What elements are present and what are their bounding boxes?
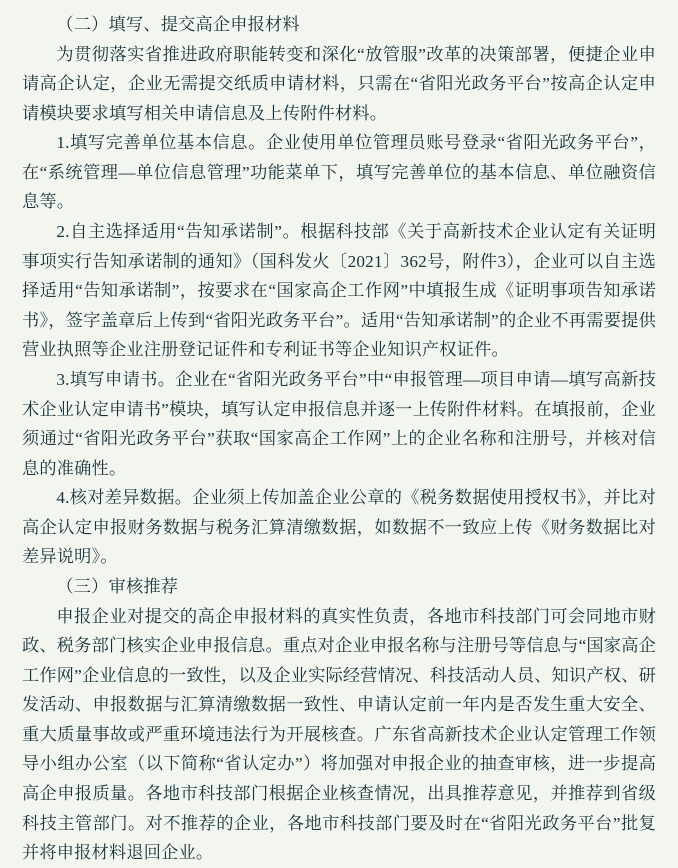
paragraph-review: 申报企业对提交的高企申报材料的真实性负责，各地市科技部门可会同地市财政、税务部门核实企业申报信息。重点对企业申报名称与注册号等信息与“国家高企工作网”企业信息的一致性，以及企业实际经营情况、科技活动人员、知识产权、研发活动、申报数据与汇算清缴数据一致性、申请认定前一年内是否发生重大安全、重大质量事故或严重环境违法行为开展核查。广东省高新技术企业认定管理工作领导小组办公室（以下简称“省认定办”）将加强对申报企业的抽查审核，进一步提高高企申报质量。各地市科技部门根据企业核查情况，出具推荐意见，并推荐到省级科技主管部门。对不推荐的企业，各地市科技部门要及时在“省阳光政务平台”批复并将申报材料退回企业。 [22,606,656,863]
paragraph-item-1: 1.填写完善单位基本信息。企业使用单位管理员账号登录“省阳光政务平台”，在“系统管理—单位信息管理”功能菜单下，填写完善单位的基本信息、单位融资信息等。 [22,133,656,212]
paragraph-item-2: 2.自主选择适用“告知承诺制”。根据科技部《关于高新技术企业认定有关证明事项实行告知承诺制的通知》（国科发火〔2021〕362号，附件3），企业可以自主选择适用“告知承诺制”，按要求在“国家高企工作网”中填报生成《证明事项告知承诺书》，签字盖章后上传到“省阳光政务平台”。适用“告知承诺制”的企业不再需要提供营业执照等企业注册登记证件和专利证书等企业知识产权证件。 [22,222,656,360]
paragraph-intro: 为贯彻落实省推进政府职能转变和深化“放管服”改革的决策部署，便捷企业申请高企认定，企业无需提交纸质申请材料，只需在“省阳光政务平台”按高企认定申请模块要求填写相关申请信息及上传附件材料。 [22,44,656,123]
paragraph-item-3: 3.填写申请书。企业在“省阳光政务平台”中“申报管理—项目申请—填写高新技术企业认定申请书”模块，填写认定申报信息并逐一上传附件材料。在填报前，企业须通过“省阳光政务平台”获取“国家高企工作网”上的企业名称和注册号，并核对信息的准确性。 [22,369,656,478]
section-heading-three: （三）审核推荐 [56,576,179,596]
document-body [22,10,656,868]
section-heading-two: （二）填写、提交高企申报材料 [56,15,300,34]
paragraph-item-4: 4.核对差异数据。企业须上传加盖企业公章的《税务数据使用授权书》，并比对高企认定申报财务数据与税务汇算清缴数据，如数据不一致应上传《财务数据比对差异说明》。 [22,488,656,567]
